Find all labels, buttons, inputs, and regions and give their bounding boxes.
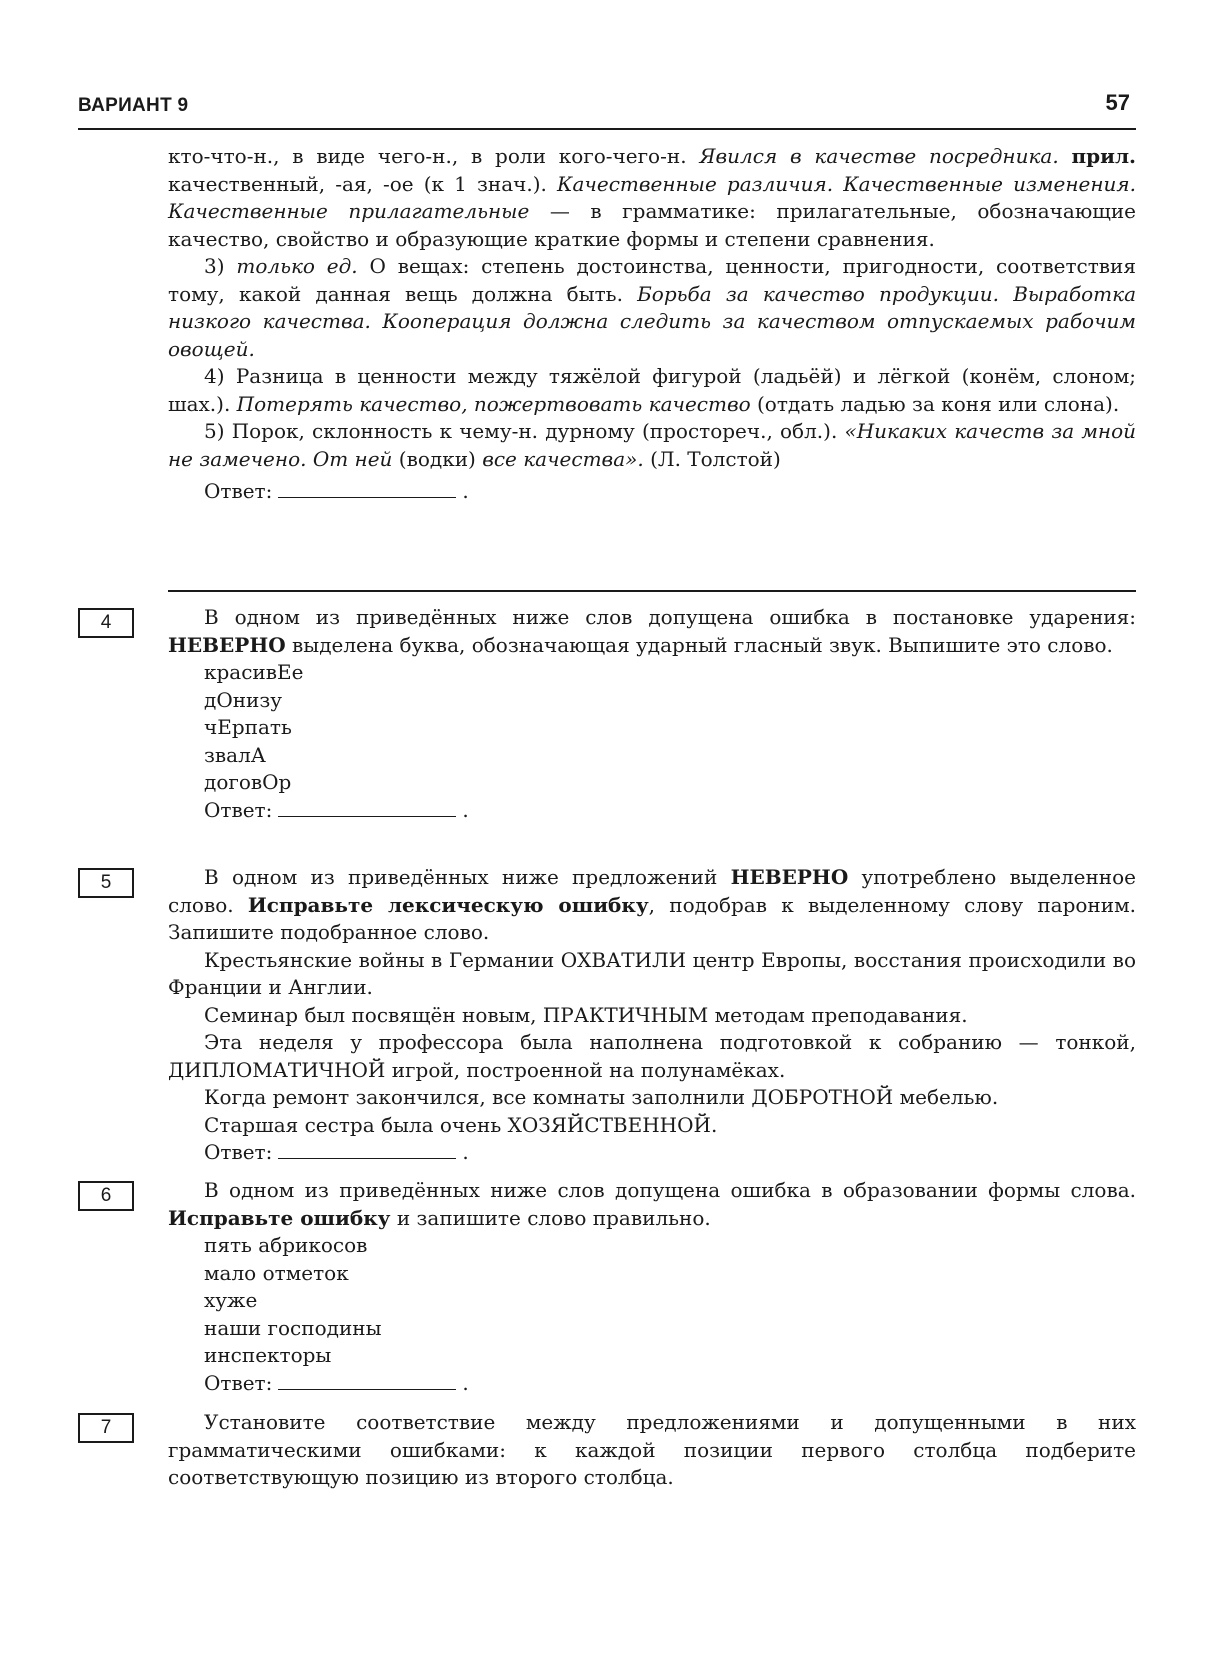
- answer-blank[interactable]: [278, 1140, 456, 1159]
- answer-line: [168, 478, 1136, 506]
- page-number: 57: [1105, 90, 1130, 115]
- task-statement: [168, 1409, 1136, 1492]
- text-run: , подобрав к выделенному слову пароним. Запишите подобранное слово.: [168, 892, 1137, 944]
- word-option: договОр: [204, 770, 292, 794]
- word-option: красивЕе: [204, 660, 304, 684]
- word-option: дОнизу: [204, 687, 283, 712]
- text-run: В одном из приведённых ниже слов допущена ошибка в образовании формы слова.: [204, 1178, 1136, 1202]
- text-run: (водки): [392, 446, 483, 471]
- italic-run: все качества».: [482, 446, 644, 471]
- answer-label: Ответ:: [204, 479, 273, 503]
- text-run: выделена буква, обозначающая ударный гласный звук. Выпишите это слово.: [285, 632, 1113, 657]
- paragraph-4: [168, 418, 1136, 473]
- italic-run: только ед.: [236, 254, 358, 278]
- text-run: качественный, -ая, -ое (к 1 знач.).: [168, 171, 558, 196]
- answer-label: Ответ:: [204, 797, 273, 822]
- text-run: кто-что-н., в виде чего-н., в роли кого-чего-н.: [168, 144, 700, 168]
- answer-label: Ответ:: [204, 1140, 273, 1164]
- word-option: хуже: [204, 1288, 258, 1312]
- answer-end: .: [462, 1370, 469, 1395]
- sentence-option: Когда ремонт закончился, все комнаты заполнили ДОБРОТНОЙ мебелью.: [204, 1085, 999, 1109]
- bold-run: НЕВЕРНО: [168, 632, 286, 657]
- word-option: инспекторы: [204, 1343, 332, 1367]
- task-statement: [168, 1177, 1136, 1232]
- answer-label: Ответ:: [204, 1370, 273, 1395]
- task-number-box: 4: [78, 608, 134, 638]
- word-option: пять абрикосов: [204, 1233, 368, 1257]
- text-run: 3): [204, 254, 237, 278]
- text-run: (отдать ладью за коня или слона).: [750, 391, 1120, 416]
- task-4: [168, 604, 1136, 824]
- text-run: — в грамматике: прилагательные, обозначающие качество, свойство и образующие краткие формы и степени сравнения.: [168, 199, 1136, 251]
- variant-title: ВАРИАНТ 9: [78, 95, 189, 116]
- answer-blank[interactable]: [278, 798, 456, 817]
- answer-blank[interactable]: [278, 1371, 456, 1390]
- word-option: наши господины: [204, 1315, 382, 1340]
- word-option: мало отметок: [204, 1260, 349, 1285]
- task-statement: [168, 604, 1136, 659]
- text-run: 4) Разница в ценности между тяжёлой фигурой (ладьёй) и лёгкой (конём, слоном; шах.).: [168, 364, 1136, 416]
- text-run: О вещах: степень достоинства, ценности, пригодности, соответствия тому, какой данная вещь должна быть.: [168, 254, 1137, 306]
- paragraph-1: [168, 143, 1136, 253]
- bold-run: Исправьте ошибку: [168, 1205, 391, 1230]
- sentence-option: Крестьянские войны в Германии ОХВАТИЛИ центр Европы, восстания происходили во Франции и Англии.: [168, 947, 1136, 999]
- text-run: [1059, 144, 1072, 168]
- text-run: 5) Порок, склонность к чему-н. дурному (простореч., обл.).: [204, 419, 845, 443]
- italic-run: Явился в качестве посредника.: [699, 144, 1059, 168]
- bold-run: НЕВЕРНО: [730, 865, 849, 889]
- answer-end: .: [462, 797, 469, 822]
- task-statement: [168, 864, 1136, 947]
- page-header: [78, 88, 1136, 130]
- sentence-option: Эта неделя у профессора была наполнена подготовкой к собранию — тонкой, ДИПЛОМАТИЧНОЙ игрой, построенной на полунамёках.: [168, 1030, 1136, 1082]
- answer-line: [168, 1139, 1136, 1167]
- paragraph-2: [168, 253, 1136, 363]
- task-6: [168, 1177, 1136, 1397]
- italic-run: Потерять качество, пожертвовать качество: [236, 391, 751, 416]
- task-number-box: 6: [78, 1181, 134, 1211]
- word-option: чЕрпать: [204, 715, 292, 739]
- paragraph-3: [168, 363, 1136, 418]
- task-number-box: 5: [78, 868, 134, 898]
- text-run: употреблено выделенное слово.: [168, 865, 1137, 917]
- answer-end: .: [462, 479, 469, 503]
- answer-line: [168, 797, 1136, 825]
- bold-run: Исправьте лексическую ошибку: [247, 892, 649, 917]
- answer-line: [168, 1370, 1136, 1398]
- section-divider: [168, 590, 1136, 592]
- text-run: (Л. Толстой): [643, 446, 781, 471]
- answer-end: .: [462, 1140, 469, 1164]
- answer-blank[interactable]: [278, 479, 456, 498]
- sentence-option: Семинар был посвящён новым, ПРАКТИЧНЫМ методам преподавания.: [204, 1002, 968, 1027]
- text-run: и запишите слово правильно.: [390, 1205, 711, 1230]
- sentence-option: Старшая сестра была очень ХОЗЯЙСТВЕННОЙ.: [204, 1112, 718, 1137]
- bold-run: прил.: [1071, 144, 1137, 168]
- text-run: В одном из приведённых ниже предложений: [204, 865, 731, 889]
- text-run: В одном из приведённых ниже слов допущена ошибка в постановке ударения:: [204, 605, 1136, 629]
- text-run: Установите соответствие между предложениями и допущенными в них грамматическими ошибками: к каждой позиции первого столбца подберите соответствующую позицию из второго столбца.: [168, 1410, 1136, 1489]
- task-number-box: 7: [78, 1413, 134, 1443]
- italic-run: «Никаких качеств за мной не замечено. От ней: [168, 419, 1136, 471]
- dictionary-continuation: [168, 143, 1136, 506]
- italic-run: Борьба за качество продукции. Выработка низкого качества. Кооперация должна следить за качеством отпускаемых рабочим овощей.: [168, 281, 1136, 361]
- task-5: [168, 864, 1136, 1167]
- task-7: [168, 1409, 1136, 1492]
- word-option: звалА: [204, 742, 266, 767]
- italic-run: Качественные различия. Качественные изменения. Качественные прилагательные: [168, 171, 1136, 223]
